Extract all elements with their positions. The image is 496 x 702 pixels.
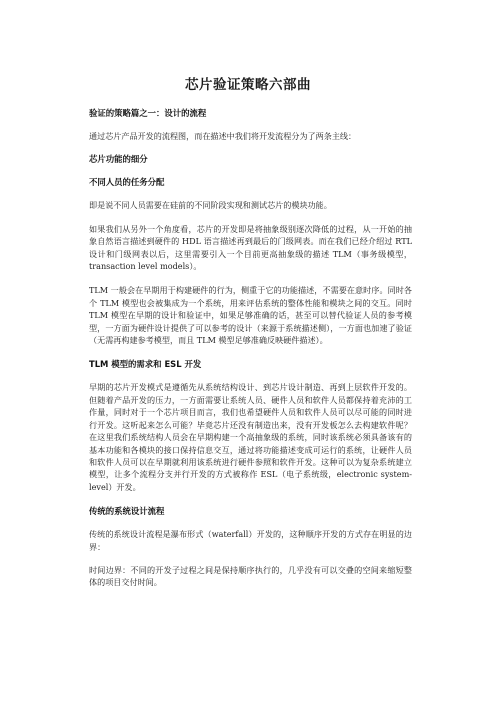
section-heading: 芯片功能的细分 [89,154,148,165]
section-heading: 不同人员的任务分配 [89,177,165,188]
paragraph: TLM 一般会在早期用于构建硬件的行为，侧重于它的功能描述，不需要在意时序。同时各个 TLM 模型也会被集成为一个系统，用来评估系统的整体性能和模块之间的交互。同时 TLM 模型在早期的设计和验证中，如果足够准确的话，甚至可以替代验证人员的参考模型，一方面为硬件设计提供了可以参考的设计（来源于系统描述侧），一方面也加速了验证（无需再构建参考模型，而且 TLM 模型足够准确反映硬件描述）。 [89,285,412,346]
section-heading: TLM 模型的需求和 ESL 开发 [89,359,202,370]
section-heading: 验证的策略篇之一：设计的流程 [89,108,207,118]
paragraph: 时间边界：不同的开发子过程之间是保持顺序执行的，几乎没有可以交叠的空间来缩短整体的项目交付时间。 [89,564,412,588]
paragraph: 即是说不同人员需要在硅前的不同阶段实现和测试芯片的模块功能。 [89,200,332,211]
paragraph: 通过芯片产品开发的流程图，而在描述中我们将开发流程分为了两条主线： [89,131,357,141]
document-title: 芯片验证策略六部曲 [185,77,311,93]
section-heading: 传统的系统设计流程 [89,506,165,517]
paragraph: 传统的系统设计流程是瀑布形式（waterfall）开发的，这种顺序开发的方式存在明显的边界： [89,529,412,552]
paragraph: 如果我们从另外一个角度看，芯片的开发即是将抽象级别逐次降低的过程，从一开始的抽象自然语言描述到硬件的 HDL 语言描述再到最后的门级网表。而在我们已经介绍过 RTL 设计和门级网表以后，这里需要引入一个目前更高抽象级的描述 TLM（事务级模型，transaction level models）。 [89,223,412,272]
paragraph: 早期的芯片开发模式是遵循先从系统结构设计、到芯片设计制造、再到上层软件开发的。但随着产品开发的压力，一方面需要让系统人员、硬件人员和软件人员都保持着充沛的工作量，同时对于一个芯片项目而言，我们也希望硬件人员和软件人员可以尽可能的同时进行开发。这听起来怎么可能？毕竟芯片还没有制造出来，没有开发板怎么去构建软件呢？在这里我们系统结构人员会在早期构建一个高抽象级的系统，同时该系统必须具备该有的基本功能和各模块的接口保持信息交互，通过将功能描述变成可运行的系统，让硬件人员和软件人员可以在早期就利用该系统进行硬件参照和软件开发。这种可以为复杂系统建立模型，让多个流程分支并行开发的方式被称作 ESL（电子系统级，electronic system-level）开发。 [89,382,412,492]
document-body [89,107,412,589]
